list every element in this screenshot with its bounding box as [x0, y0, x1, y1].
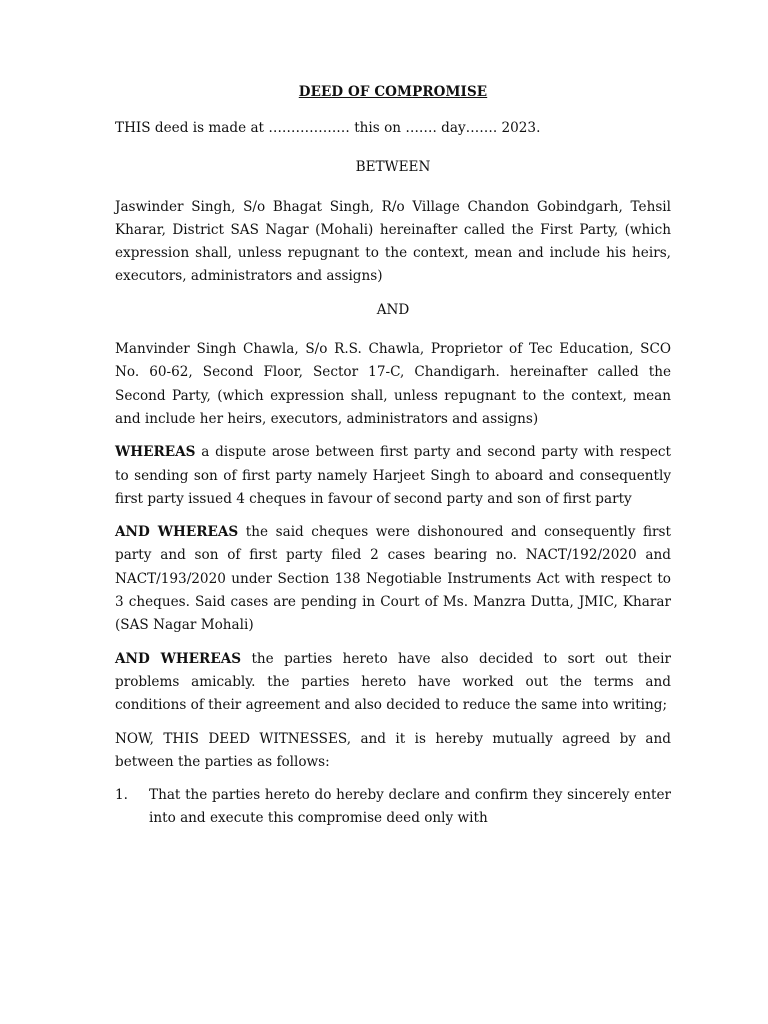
- opening-line: THIS deed is made at ……………… this on ……. day……. 2023.: [115, 120, 541, 136]
- document-title: DEED OF COMPROMISE: [298, 84, 488, 100]
- recital-text: the said cheques were dishonoured and consequently first party and son of first party filed 2 cases bearing no. NACT/192/2020 and NACT/193/2020 under Section 138 Negotiable Instruments Act with respect to 3 cheques. Said cases are pending in Court of Ms. Manzra Dutta, JMIC, Kharar (SAS Nagar Mohali): [115, 524, 671, 634]
- clause-number: 1.: [115, 787, 128, 804]
- clause-item: [115, 784, 671, 831]
- recital-text: the parties hereto have also decided to sort out their problems amicably. the parties hereto have worked out the terms and conditions of their agreement and also decided to reduce the same into writing;: [115, 650, 671, 714]
- clause-text: That the parties hereto do hereby declare and confirm they sincerely enter into and execute this compromise deed only with: [149, 787, 671, 827]
- recital-lead: WHEREAS: [115, 444, 196, 461]
- recital-lead: AND WHEREAS: [115, 524, 239, 541]
- recital-paragraph: [115, 441, 671, 511]
- recital-paragraph: [115, 648, 671, 718]
- first-party-paragraph: Jaswinder Singh, S/o Bhagat Singh, R/o Village Chandon Gobindgarh, Tehsil Kharar, District SAS Nagar (Mohali) hereinafter called the First Party, (which expression shall, unless repugnant to the context, mean and include his heirs, executors, administrators and assigns): [115, 198, 671, 285]
- and-heading: AND: [376, 301, 410, 318]
- recital-lead: AND WHEREAS: [115, 650, 242, 667]
- second-party-paragraph: Manvinder Singh Chawla, S/o R.S. Chawla, Proprietor of Tec Education, SCO No. 60-62, Second Floor, Sector 17-C, Chandigarh. hereinafter called the Second Party, (which expression shall, unless repugnant to the context, mean and include her heirs, executors, administrators and assigns): [115, 341, 671, 427]
- recital-text: a dispute arose between first party and second party with respect to sending son of first party namely Harjeet Singh to aboard and consequently first party issued 4 cheques in favour of second party and son of first party: [115, 444, 671, 507]
- witness-paragraph: NOW, THIS DEED WITNESSES, and it is hereby mutually agreed by and between the parties as follows:: [115, 730, 671, 770]
- document-body: [115, 84, 671, 831]
- between-heading: BETWEEN: [355, 159, 431, 176]
- recital-paragraph: [115, 521, 671, 637]
